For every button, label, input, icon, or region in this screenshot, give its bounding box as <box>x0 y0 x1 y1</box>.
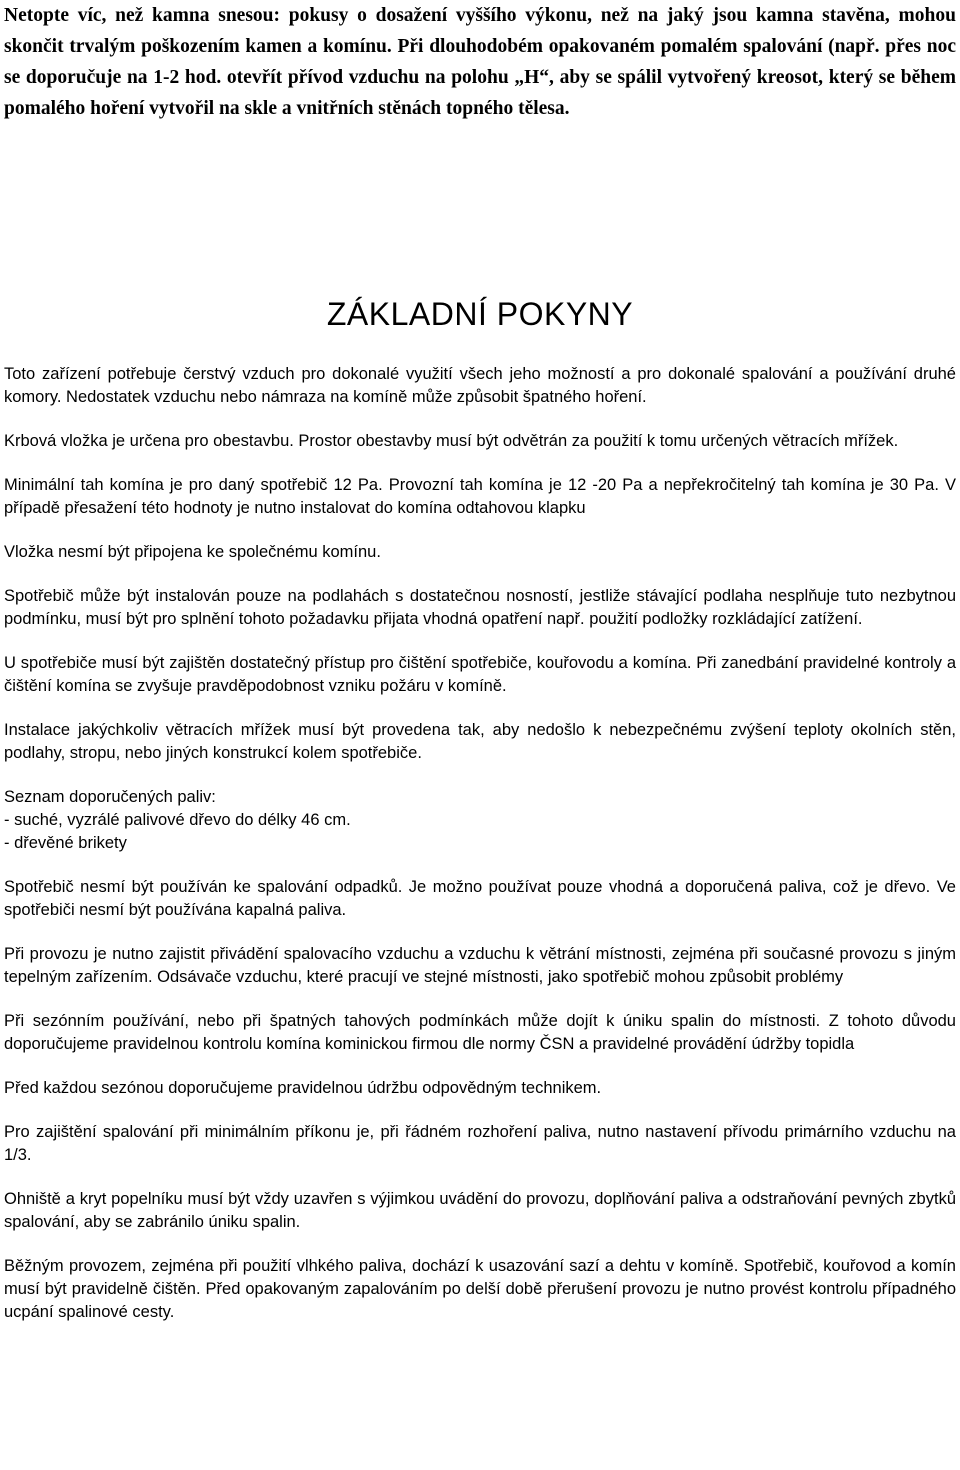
paragraph-shared-chimney: Vložka nesmí být připojena ke společnému komínu. <box>4 543 381 561</box>
paragraph-chimney-draft: Minimální tah komína je pro daný spotřebič 12 Pa. Provozní tah komína je 12 -20 Pa a nepřekročitelný tah komína je 30 Pa. V případě přesažení této hodnoty je nutno instalovat do komína odtahovou klapku <box>4 476 956 517</box>
paragraph-no-waste: Spotřebič nesmí být používán ke spalování odpadků. Je možno používat pouze vhodná a doporučená paliva, což je dřevo. Ve spotřebiči nesmí být používána kapalná paliva. <box>4 878 956 919</box>
paragraph-cleaning-access: U spotřebiče musí být zajištěn dostatečný přístup pro čištění spotřebiče, kouřovodu a komína. Při zanedbání pravidelné kontroly a čištění komína se zvyšuje pravděpodobnost vzniku požáru v komíně. <box>4 654 956 695</box>
paragraph-vent-grilles: Instalace jakýchkoliv větracích mřížek musí být provedena tak, aby nedošlo k nebezpečnému zvýšení teploty okolních stěn, podlahy, stropu, nebo jiných konstrukcí kolem spotřebiče. <box>4 721 956 762</box>
paragraph-soot-deposits: Běžným provozem, zejména při použití vlhkého paliva, dochází k usazování sazí a dehtu v komíně. Spotřebič, kouřovod a komín musí být pravidelně čištěn. Před opakovaným zapalováním po delší době přerušení provozu je nutno provést kontrolu případného ucpání spalinové cesty. <box>4 1257 956 1321</box>
intro-warning-paragraph: Netopte víc, než kamna snesou: pokusy o dosažení vyššího výkonu, než na jaký jsou kamna stavěna, mohou skončit trvalým poškozením kamen a komínu. Při dlouhodobém opakovaném pomalém spalování (např. přes noc se doporučuje na 1-2 hod. otevřít přívod vzduchu na polohu „H“, aby se spálil vytvořený kreosot, který se během pomalého hoření vytvořil na skle a vnitřních stěnách topného tělesa. <box>4 5 956 119</box>
paragraph-maintenance: Před každou sezónou doporučujeme pravidelnou údržbu odpovědným technikem. <box>4 1079 602 1097</box>
paragraph-enclosure: Krbová vložka je určena pro obestavbu. Prostor obestavby musí být odvětrán za použití k tomu určených větracích mřížek. <box>4 432 899 450</box>
fuel-list-item: - suché, vyzrálé palivové dřevo do délky 46 cm. <box>4 811 351 829</box>
section-heading: ZÁKLADNÍ POKYNY <box>326 296 634 332</box>
paragraph-floor-load: Spotřebič může být instalován pouze na podlahách s dostatečnou nosností, jestliže stávající podlaha nesplňuje tuto nezbytnou podmínku, musí být pro splnění tohoto požadavku přijata vhodná opatření např. použití podložky rozkládající zatížení. <box>4 587 956 628</box>
paragraph-fresh-air: Toto zařízení potřebuje čerstvý vzduch pro dokonalé využití všech jeho možností a pro dokonalé spalování a používání druhé komory. Nedostatek vzduchu nebo námraza na komíně může způsobit špatného hoření. <box>4 365 956 406</box>
paragraph-combustion-air: Při provozu je nutno zajistit přivádění spalovacího vzduchu a vzduchu k větrání místnosti, zejména při současné provozu s jiným tepelným zařízením. Odsávače vzduchu, které pracují ve stejné místnosti, jako spotřebič mohou způsobit problémy <box>4 945 956 986</box>
paragraph-seasonal-use: Při sezónním používání, nebo při špatných tahových podmínkách může dojít k úniku spalin do místnosti. Z tohoto důvodu doporučujeme pravidelnou kontrolu komína kominickou firmou dle normy ČSN a pravidelné provádění údržby topidla <box>4 1012 956 1053</box>
fuel-list-item: - dřevěné brikety <box>4 834 127 852</box>
paragraph-firebox-closed: Ohniště a kryt popelníku musí být vždy uzavřen s výjimkou uvádění do provozu, doplňování paliva a odstraňování pevných zbytků spalování, aby se zabránilo úniku spalin. <box>4 1190 956 1231</box>
instructions-body <box>4 363 956 1345</box>
paragraph-primary-air: Pro zajištění spalování při minimálním příkonu je, při řádném rozhoření paliva, nutno nastavení přívodu primárního vzduchu na 1/3. <box>4 1123 956 1164</box>
fuel-list-title: Seznam doporučených paliv: <box>4 788 216 806</box>
